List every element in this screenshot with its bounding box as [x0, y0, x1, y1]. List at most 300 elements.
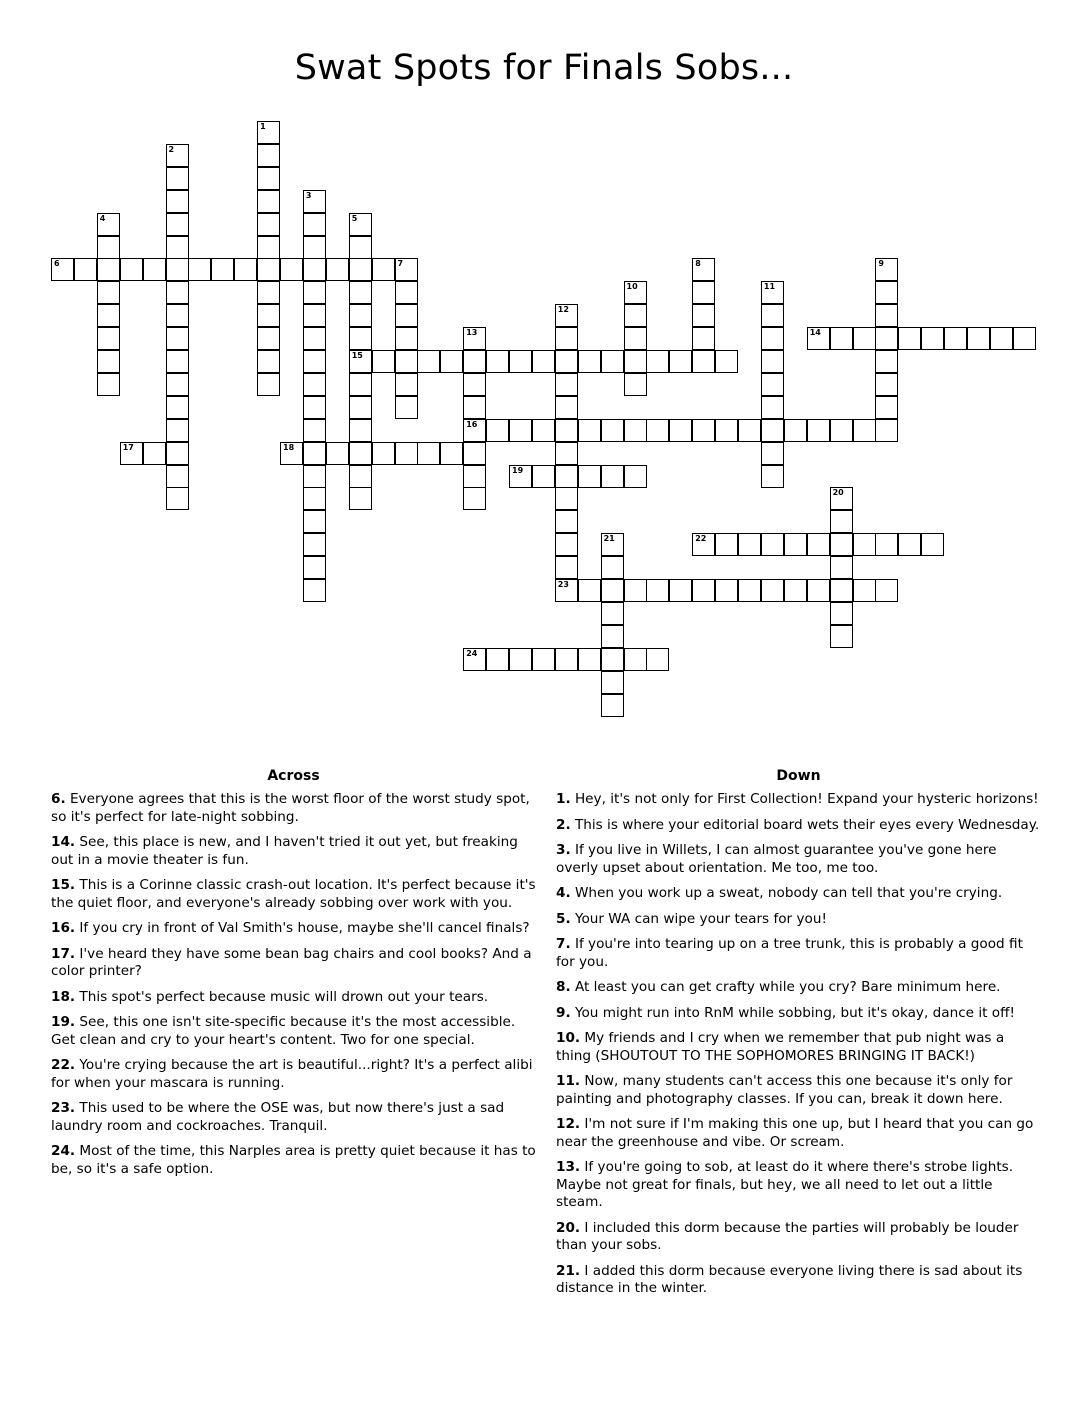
grid-cell[interactable] [166, 281, 189, 304]
grid-cell[interactable] [395, 327, 418, 350]
grid-cell[interactable] [349, 213, 372, 236]
grid-cell[interactable] [578, 419, 601, 442]
clue-number: 13 [466, 328, 478, 338]
grid-cell[interactable] [761, 465, 784, 488]
grid-cell[interactable] [830, 556, 853, 579]
across-clue [51, 1014, 536, 1049]
grid-cell[interactable] [601, 694, 624, 717]
grid-cell[interactable] [944, 327, 967, 350]
grid-cell[interactable] [257, 144, 280, 167]
clue-number: 24. [51, 1143, 76, 1159]
clue-number: 9. [556, 1004, 571, 1021]
grid-cell[interactable] [578, 465, 601, 488]
grid-cell[interactable] [211, 258, 234, 281]
grid-cell[interactable] [509, 419, 532, 442]
grid-cell[interactable] [715, 419, 738, 442]
grid-cell[interactable] [303, 373, 326, 396]
grid-cell[interactable] [395, 258, 418, 281]
grid-cell[interactable] [303, 419, 326, 442]
grid-cell[interactable] [532, 648, 555, 671]
grid-cell[interactable] [303, 579, 326, 602]
grid-cell[interactable] [120, 258, 143, 281]
grid-cell[interactable] [303, 510, 326, 533]
clue-text: You might run into RnM while sobbing, but it's okay, dance it off! [570, 1004, 1015, 1021]
grid-cell[interactable] [830, 487, 853, 510]
grid-cell[interactable] [601, 625, 624, 648]
grid-cell[interactable] [143, 258, 166, 281]
grid-cell[interactable] [555, 465, 578, 488]
clue-number: 23. [51, 1100, 76, 1116]
grid-cell[interactable] [692, 327, 715, 350]
clue-number: 21 [603, 534, 615, 544]
grid-cell[interactable] [624, 327, 647, 350]
grid-cell[interactable] [463, 648, 486, 671]
down-clue [556, 979, 1041, 997]
grid-cell[interactable] [120, 442, 143, 465]
grid-cell[interactable] [257, 281, 280, 304]
clue-number: 1 [260, 122, 266, 131]
grid-cell[interactable] [303, 236, 326, 259]
clue-number: 3. [556, 842, 571, 858]
grid-cell[interactable] [875, 350, 898, 373]
grid-cell[interactable] [830, 579, 853, 602]
grid-cell[interactable] [440, 350, 463, 373]
down-clue [556, 817, 1041, 835]
grid-cell[interactable] [166, 236, 189, 259]
clue-text: I've heard they have some bean bag chairs and cool books? And a color printer? [51, 945, 532, 979]
grid-cell[interactable] [555, 556, 578, 579]
clue-number: 3 [305, 190, 312, 200]
down-clue [556, 842, 1041, 877]
grid-cell[interactable] [463, 419, 486, 442]
grid-cell[interactable] [395, 350, 418, 373]
grid-cell[interactable] [166, 465, 189, 488]
grid-cell[interactable] [303, 327, 326, 350]
clue-number: 2 [168, 144, 175, 154]
clue-text: Most of the time, this Narples area is pretty quiet because it has to be, so it's a safe option. [51, 1143, 536, 1177]
grid-cell[interactable] [853, 327, 876, 350]
grid-cell[interactable] [257, 121, 280, 144]
grid-cell[interactable] [555, 442, 578, 465]
grid-cell[interactable] [74, 258, 97, 281]
clue-number: 18. [51, 988, 76, 1005]
grid-cell[interactable] [692, 258, 715, 281]
clue-number: 9 [878, 259, 884, 269]
grid-cell[interactable] [463, 465, 486, 488]
clue-number: 4. [556, 885, 571, 901]
grid-cell[interactable] [463, 327, 486, 350]
grid-cell[interactable] [990, 327, 1013, 350]
grid-cell[interactable] [761, 533, 784, 556]
grid-cell[interactable] [440, 442, 463, 465]
grid-cell[interactable] [463, 442, 486, 465]
grid-cell[interactable] [349, 487, 372, 510]
clue-text: You're crying because the art is beautiful...right? It's a perfect alibi for when your mascara is running. [51, 1057, 533, 1091]
grid-cell[interactable] [601, 579, 624, 602]
grid-cell[interactable] [166, 350, 189, 373]
grid-cell[interactable] [532, 465, 555, 488]
grid-cell[interactable] [349, 396, 372, 419]
grid-cell[interactable] [898, 533, 921, 556]
grid-cell[interactable] [97, 304, 120, 327]
grid-cell[interactable] [257, 236, 280, 259]
grid-cell[interactable] [784, 419, 807, 442]
grid-cell[interactable] [166, 190, 189, 213]
grid-cell[interactable] [578, 648, 601, 671]
grid-cell[interactable] [624, 373, 647, 396]
grid-cell[interactable] [257, 373, 280, 396]
grid-cell[interactable] [349, 350, 372, 373]
clue-number: 5. [556, 910, 571, 927]
grid-cell[interactable] [532, 419, 555, 442]
grid-cell[interactable] [830, 533, 853, 556]
clue-number: 11. [556, 1073, 581, 1089]
grid-cell[interactable] [166, 419, 189, 442]
grid-cell[interactable] [349, 304, 372, 327]
grid-cell[interactable] [372, 442, 395, 465]
grid-cell[interactable] [555, 373, 578, 396]
grid-cell[interactable] [715, 579, 738, 602]
clue-number: 21. [556, 1262, 581, 1279]
grid-cell[interactable] [669, 419, 692, 442]
grid-cell[interactable] [303, 396, 326, 419]
grid-cell[interactable] [875, 327, 898, 350]
clue-number: 22 [695, 534, 707, 544]
grid-cell[interactable] [97, 281, 120, 304]
clue-number: 16. [51, 920, 76, 936]
grid-cell[interactable] [97, 350, 120, 373]
grid-cell[interactable] [303, 350, 326, 373]
grid-cell[interactable] [921, 533, 944, 556]
grid-cell[interactable] [395, 373, 418, 396]
clue-number: 6 [54, 259, 60, 269]
grid-cell[interactable] [875, 304, 898, 327]
grid-cell[interactable] [967, 327, 990, 350]
grid-cell[interactable] [257, 350, 280, 373]
clue-number: 4 [99, 213, 106, 223]
grid-cell[interactable] [555, 510, 578, 533]
down-clue [556, 885, 1041, 903]
grid-cell[interactable] [807, 327, 830, 350]
grid-cell[interactable] [692, 579, 715, 602]
grid-cell[interactable] [257, 167, 280, 190]
across-clues-column [51, 768, 536, 1186]
grid-cell[interactable] [853, 533, 876, 556]
down-clue [556, 1073, 1041, 1108]
grid-cell[interactable] [738, 579, 761, 602]
grid-cell[interactable] [303, 487, 326, 510]
grid-cell[interactable] [830, 327, 853, 350]
grid-cell[interactable] [166, 396, 189, 419]
grid-cell[interactable] [555, 487, 578, 510]
grid-cell[interactable] [303, 190, 326, 213]
grid-cell[interactable] [166, 304, 189, 327]
grid-cell[interactable] [578, 350, 601, 373]
grid-cell[interactable] [372, 258, 395, 281]
grid-cell[interactable] [738, 419, 761, 442]
grid-cell[interactable] [166, 487, 189, 510]
clue-text: Now, many students can't access this one because it's only for painting and photography classes. If you can, break it down here. [556, 1073, 1013, 1107]
grid-cell[interactable] [509, 465, 532, 488]
grid-cell[interactable] [875, 258, 898, 281]
grid-cell[interactable] [326, 258, 349, 281]
clue-number: 18 [283, 442, 295, 452]
grid-cell[interactable] [555, 648, 578, 671]
grid-cell[interactable] [807, 533, 830, 556]
grid-cell[interactable] [830, 510, 853, 533]
grid-cell[interactable] [578, 579, 601, 602]
grid-cell[interactable] [166, 442, 189, 465]
grid-cell[interactable] [349, 419, 372, 442]
grid-cell[interactable] [692, 419, 715, 442]
grid-cell[interactable] [166, 167, 189, 190]
grid-cell[interactable] [303, 258, 326, 281]
grid-cell[interactable] [875, 419, 898, 442]
grid-cell[interactable] [624, 648, 647, 671]
clue-text: I'm not sure if I'm making this one up, but I heard that you can go near the greenhouse and vibe. Or scream. [556, 1116, 1034, 1150]
grid-cell[interactable] [257, 258, 280, 281]
grid-cell[interactable] [761, 579, 784, 602]
grid-cell[interactable] [257, 213, 280, 236]
grid-cell[interactable] [692, 304, 715, 327]
grid-cell[interactable] [303, 465, 326, 488]
grid-cell[interactable] [97, 236, 120, 259]
clue-number: 10 [626, 282, 638, 292]
grid-cell[interactable] [532, 350, 555, 373]
clue-text: See, this place is new, and I haven't tried it out yet, but freaking out in a movie theater is fun. [51, 834, 518, 868]
clue-text: If you're going to sob, at least do it where there's strobe lights. Maybe not great for finals, but hey, we all need to let out a little steam. [556, 1159, 1014, 1210]
clue-number: 12. [556, 1116, 581, 1132]
grid-cell[interactable] [555, 579, 578, 602]
grid-cell[interactable] [97, 258, 120, 281]
grid-cell[interactable] [166, 327, 189, 350]
grid-cell[interactable] [166, 144, 189, 167]
grid-cell[interactable] [166, 213, 189, 236]
clue-number: 14. [51, 834, 76, 850]
down-clue [556, 1263, 1041, 1298]
grid-cell[interactable] [395, 304, 418, 327]
clue-number: 19. [51, 1014, 76, 1030]
grid-cell[interactable] [555, 419, 578, 442]
grid-cell[interactable] [303, 556, 326, 579]
grid-cell[interactable] [830, 602, 853, 625]
clue-number: 19 [512, 465, 524, 475]
clue-number: 11 [763, 282, 776, 292]
grid-cell[interactable] [303, 213, 326, 236]
grid-cell[interactable] [463, 373, 486, 396]
grid-cell[interactable] [395, 396, 418, 419]
grid-cell[interactable] [349, 465, 372, 488]
grid-cell[interactable] [280, 258, 303, 281]
grid-cell[interactable] [349, 327, 372, 350]
grid-cell[interactable] [326, 442, 349, 465]
grid-cell[interactable] [601, 648, 624, 671]
clue-number: 24 [466, 648, 478, 658]
down-clue [556, 911, 1041, 929]
grid-cell[interactable] [898, 327, 921, 350]
grid-cell[interactable] [257, 304, 280, 327]
grid-cell[interactable] [853, 579, 876, 602]
grid-cell[interactable] [669, 350, 692, 373]
grid-cell[interactable] [509, 350, 532, 373]
down-clue [556, 791, 1041, 809]
down-clue [556, 1159, 1041, 1212]
grid-cell[interactable] [692, 281, 715, 304]
grid-cell[interactable] [601, 350, 624, 373]
grid-cell[interactable] [395, 442, 418, 465]
grid-cell[interactable] [875, 533, 898, 556]
grid-cell[interactable] [509, 648, 532, 671]
clue-number: 8. [556, 979, 571, 995]
grid-cell[interactable] [349, 373, 372, 396]
grid-cell[interactable] [486, 419, 509, 442]
across-clue [51, 1100, 536, 1135]
grid-cell[interactable] [624, 304, 647, 327]
grid-cell[interactable] [875, 281, 898, 304]
grid-cell[interactable] [624, 281, 647, 304]
grid-cell[interactable] [486, 350, 509, 373]
grid-cell[interactable] [761, 442, 784, 465]
grid-cell[interactable] [830, 625, 853, 648]
grid-cell[interactable] [784, 579, 807, 602]
grid-cell[interactable] [555, 327, 578, 350]
grid-cell[interactable] [761, 281, 784, 304]
grid-cell[interactable] [349, 236, 372, 259]
clue-text: Hey, it's not only for First Collection! Expand your hysteric horizons! [570, 791, 1039, 807]
grid-cell[interactable] [486, 648, 509, 671]
puzzle-title: Swat Spots for Finals Sobs... [294, 48, 794, 88]
grid-cell[interactable] [395, 281, 418, 304]
grid-cell[interactable] [463, 487, 486, 510]
grid-cell[interactable] [692, 533, 715, 556]
across-clue [51, 1143, 536, 1178]
grid-cell[interactable] [303, 442, 326, 465]
grid-cell[interactable] [761, 350, 784, 373]
clue-number: 22. [51, 1057, 76, 1073]
across-heading: Across [267, 768, 320, 784]
grid-cell[interactable] [417, 442, 440, 465]
grid-cell[interactable] [188, 258, 211, 281]
grid-cell[interactable] [738, 533, 761, 556]
grid-cell[interactable] [601, 556, 624, 579]
grid-cell[interactable] [257, 190, 280, 213]
clue-number: 7. [556, 936, 571, 952]
clue-text: This used to be where the OSE was, but now there's just a sad laundry room and cockroaches. Tranquil. [51, 1100, 505, 1134]
grid-cell[interactable] [303, 533, 326, 556]
clue-text: This is a Corinne classic crash-out location. It's perfect because it's the quiet floor, and everyone's already sobbing over work with you. [51, 877, 536, 911]
grid-cell[interactable] [166, 373, 189, 396]
grid-cell[interactable] [1013, 327, 1036, 350]
grid-cell[interactable] [303, 281, 326, 304]
clue-number: 10. [556, 1030, 581, 1046]
grid-cell[interactable] [715, 350, 738, 373]
grid-cell[interactable] [669, 579, 692, 602]
across-clue [51, 946, 536, 981]
grid-cell[interactable] [601, 419, 624, 442]
down-clues-column [556, 768, 1041, 1306]
grid-cell[interactable] [555, 533, 578, 556]
grid-cell[interactable] [257, 327, 280, 350]
grid-cell[interactable] [303, 304, 326, 327]
clue-text: I added this dorm because everyone living there is sad about its distance in the winter. [556, 1262, 1023, 1296]
grid-cell[interactable] [761, 396, 784, 419]
clue-number: 16 [466, 419, 478, 429]
grid-cell[interactable] [715, 533, 738, 556]
clue-text: Your WA can wipe your tears for you! [570, 910, 827, 927]
grid-cell[interactable] [349, 442, 372, 465]
clue-number: 2. [556, 816, 571, 833]
grid-cell[interactable] [624, 350, 647, 373]
grid-cell[interactable] [349, 281, 372, 304]
grid-cell[interactable] [463, 396, 486, 419]
clue-number: 14 [809, 328, 821, 338]
grid-cell[interactable] [97, 213, 120, 236]
grid-cell[interactable] [807, 419, 830, 442]
grid-cell[interactable] [761, 373, 784, 396]
clue-text: My friends and I cry when we remember that pub night was a thing (SHOUTOUT TO THE SOPHOMORES BRINGING IT BACK!) [556, 1030, 1005, 1064]
across-clue [51, 989, 536, 1007]
grid-cell[interactable] [875, 579, 898, 602]
grid-cell[interactable] [624, 465, 647, 488]
clue-text: At least you can get crafty while you cry? Bare minimum here. [570, 979, 1001, 995]
clue-number: 15. [51, 877, 76, 893]
across-clue [51, 834, 536, 869]
down-clue [556, 1005, 1041, 1023]
grid-cell[interactable] [692, 350, 715, 373]
clue-text: Everyone agrees that this is the worst floor of the worst study spot, so it's perfect for late-night sobbing. [51, 791, 530, 825]
down-clue [556, 1030, 1041, 1065]
grid-cell[interactable] [463, 350, 486, 373]
grid-cell[interactable] [51, 258, 74, 281]
grid-cell[interactable] [875, 373, 898, 396]
grid-cell[interactable] [97, 373, 120, 396]
grid-cell[interactable] [555, 350, 578, 373]
grid-cell[interactable] [280, 442, 303, 465]
grid-cell[interactable] [784, 533, 807, 556]
grid-cell[interactable] [555, 304, 578, 327]
grid-cell[interactable] [349, 258, 372, 281]
grid-cell[interactable] [646, 350, 669, 373]
grid-cell[interactable] [646, 419, 669, 442]
grid-cell[interactable] [853, 419, 876, 442]
grid-cell[interactable] [601, 533, 624, 556]
clue-number: 23 [557, 580, 569, 589]
grid-cell[interactable] [555, 396, 578, 419]
grid-cell[interactable] [875, 396, 898, 419]
clue-number: 20 [832, 488, 844, 498]
grid-cell[interactable] [601, 602, 624, 625]
grid-cell[interactable] [761, 419, 784, 442]
grid-cell[interactable] [97, 327, 120, 350]
grid-cell[interactable] [372, 350, 395, 373]
grid-cell[interactable] [417, 350, 440, 373]
grid-cell[interactable] [807, 579, 830, 602]
grid-cell[interactable] [143, 442, 166, 465]
grid-cell[interactable] [646, 648, 669, 671]
grid-cell[interactable] [601, 465, 624, 488]
grid-cell[interactable] [646, 579, 669, 602]
grid-cell[interactable] [761, 304, 784, 327]
grid-cell[interactable] [761, 327, 784, 350]
grid-cell[interactable] [624, 579, 647, 602]
grid-cell[interactable] [921, 327, 944, 350]
grid-cell[interactable] [830, 419, 853, 442]
grid-cell[interactable] [624, 419, 647, 442]
grid-cell[interactable] [166, 258, 189, 281]
grid-cell[interactable] [601, 671, 624, 694]
clue-text: I included this dorm because the parties will probably be louder than your sobs. [556, 1219, 1019, 1253]
grid-cell[interactable] [234, 258, 257, 281]
